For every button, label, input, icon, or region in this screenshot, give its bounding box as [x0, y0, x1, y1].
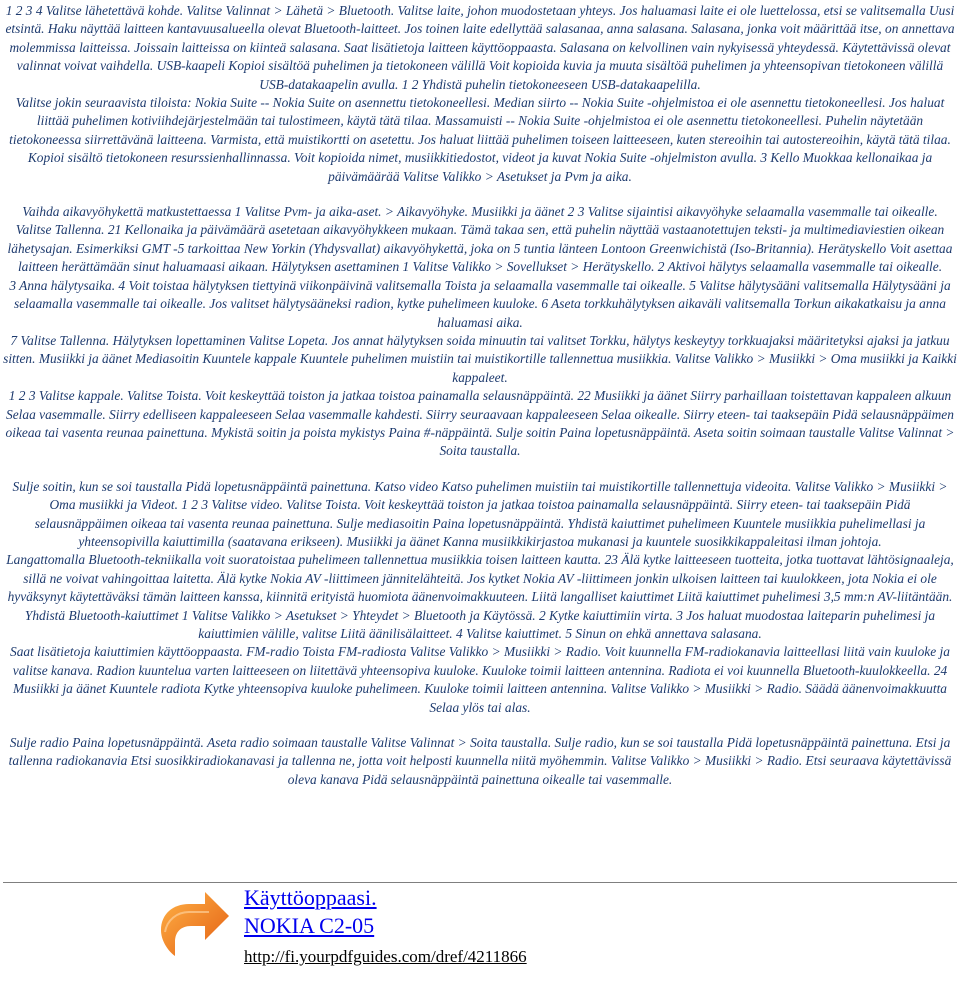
paragraph-timezone: Vaihda aikavyöhykettä matkustettaessa 1 Valitse Pvm- ja aika-aset. > Aikavyöhyke. Musiikki ja äänet 2 3 Valitse sijaintisi aikavyöhyke selaamalla vasemmalle tai oikealle. Valitse Tallenna. 21 Kellonaika ja päivämäärä asetetaan aikavyöhykkeen mukaan. Tämä takaa sen, että puhelin näyttää vastaanotettujen teksti- ja multimediaviestien oikean lähetysajan. Esimerkiksi GMT -5 tarkoittaa New Yorkin (Yhdysvallat) aikavyöhykettä, joka on 5 tuntia länteen Lontoon Greenwichistä (Iso-Britannia). Herätyskello Voit asettaa laitteen herättämään sinut haluamaasi aikaan. Hälytyksen asettaminen 1 Valitse Valikko > Sovellukset > Herätyskello. 2 Aktivoi hälytys selaamalla vasemmalle tai oikealle.: [7, 204, 953, 275]
arrow-logo-icon: [155, 884, 233, 962]
paragraph-video: Sulje soitin, kun se soi taustalla Pidä lopetusnäppäintä painettuna. Katso video Katso puhelimen muistiin tai muistikortille tallennettuja videoita. Valitse Valikko > Musiikki > Oma musiikki ja Videot. 1 2 3 Valitse video. Valitse Toista. Voit keskeyttää toiston ja jatkaa toistoa painamalla selausnäppäintä. Siirry eteen- tai taaksepäin Pidä selausnäppäimen oikeaa tai vasenta reunaa painettuna. Sulje mediasoitin Paina lopetusnäppäintä. Yhdistä kaiuttimet puhelimeen Kuuntele musiikkia puhelimellasi ja yhteensopivilla kaiuttimilla (saatavana erikseen). Musiikki ja äänet Kanna musiikkikirjastoa mukanasi ja kuuntele suosikkikappaleitasi ilman johtoja.: [12, 478, 948, 549]
paragraph-bluetooth-music: Langattomalla Bluetooth-tekniikalla voit suoratoistaa puhelimeen tallennettua musiikkia toisen laitteen kautta. 23 Älä kytke laitteeseen tuotteita, jotka tuottavat lähtösignaaleja, sillä ne voivat vahingoittaa laitetta. Älä kytke Nokia AV -liittimeen jännitelähteitä. Jos kytket Nokia AV -liittimeen jonkin ulkoisen laitteen tai kuulokkeen, jota Nokia ei ole hyväksynyt käytettäväksi tämän laitteen kanssa, kiinnitä erityistä huomiota äänenvoimakkuuteen. Liitä langalliset kaiuttimet Liitä kaiuttimet puhelimesi 3,5 mm:n AV-liitäntään.: [6, 552, 954, 605]
paragraph-play-song: 1 2 3 Valitse kappale. Valitse Toista. Voit keskeyttää toiston ja jatkaa toistoa painamalla selausnäppäintä. 22 Musiikki ja äänet Siirry parhaillaan toistettavan kappaleen alkuun Selaa vasemmalle. Siirry edelliseen kappaleeseen Selaa vasemmalle kahdesti. Siirry seuraavaan kappaleeseen Selaa oikealle. Siirry eteen- tai taaksepäin Pidä selausnäppäimen oikeaa tai vasenta reunaa painettuna. Mykistä soitin ja poista mykistys Paina #-näppäintä. Sulje soitin Paina lopetusnäppäintä. Aseta soitin soimaan taustalle Valitse Valinnat > Soita taustalla.: [5, 388, 955, 459]
paragraph-usb-modes: Valitse jokin seuraavista tiloista: Nokia Suite -- Nokia Suite on asennettu tietokoneellesi. Median siirto -- Nokia Suite -ohjelmistoa ei ole asennettu tietokoneellesi. Jos haluat liittää puhelimen kotiviihdejärjestelmään tai tulostimeen, käytä tätä tilaa. Massamuisti -- Nokia Suite -ohjelmistoa ei ole asennettu tietokoneellesi. Puhelin näytetään tietokoneessa siirrettävänä laitteena. Varmista, että muistikortti on asetettu. Jos haluat liittää puhelimen toiseen laitteeseen, kuten stereoihin tai autostereoihin, käytä tätä tilaa. Kopioi sisältö tietokoneen resurssienhallinnassa. Voit kopioida nimet, musiikkitiedostot, videot ja kuvat Nokia Suite -ohjelmiston avulla. 3 Kello Muokkaa kellonaikaa ja päivämäärää Valitse Valikko > Asetukset ja Pvm ja aika.: [9, 95, 951, 184]
source-url-link[interactable]: http://fi.yourpdfguides.com/dref/4211866: [244, 947, 527, 966]
paragraph-bluetooth-speakers: Yhdistä Bluetooth-kaiuttimet 1 Valitse Valikko > Asetukset > Yhteydet > Bluetooth ja Käytössä. 2 Kytke kaiuttimiin virta. 3 Jos haluat muodostaa laiteparin puhelimesi ja kaiuttimien välille, valitse Liitä äänilisälaitteet. 4 Valitse kaiuttimet. 5 Sinun on ehkä annettava salasana.: [24, 607, 936, 641]
paragraph-fm-radio: Saat lisätietoja kaiuttimien käyttöoppaasta. FM-radio Toista FM-radiosta Valitse Valikko > Musiikki > Radio. Voit kuunnella FM-radiokanavia laitteellasi liitä vain kuuloke ja valitse kanava. Radion kuuntelua varten laitteeseen on liitettävä yhteensopiva kuuloke. Kuuloke toimii laitteen antennina. Radiota ei voi kuunnella Bluetooth-kuulokkeella. 24 Musiikki ja äänet Kuuntele radiota Kytke yhteensopiva kuuloke puhelimeen. Kuuloke toimii laitteen antennina. Valitse Valikko > Musiikki > Radio. Säädä äänenvoimakkuutta Selaa ylös tai alas.: [10, 644, 950, 715]
footer-links: [244, 884, 804, 968]
footer-divider: [3, 882, 957, 883]
paragraph-alarm-time: 3 Anna hälytysaika. 4 Voit toistaa hälytyksen tiettyinä viikonpäivinä valitsemalla Toista ja selaamalla vasemmalle tai oikealle. 5 Valitse hälytysääni valitsemalla Hälytysääni ja selaamalla vasemmalle tai oikealle. Jos valitset hälytysääneksi radion, kytke puhelimeen kuuloke. 6 Aseta torkkuhälytyksen aikaväli valitsemalla Torkun aikakatkaisu ja anna haluamasi aika.: [9, 277, 951, 330]
paragraph-gap: [3, 461, 957, 478]
paragraph-bluetooth-usb: 1 2 3 4 Valitse lähetettävä kohde. Valitse Valinnat > Lähetä > Bluetooth. Valitse laite, johon muodostetaan yhteys. Jos haluamasi laite ei ole luettelossa, etsi se valitsemalla Uusi etsintä. Haku näyttää laitteen kantavuusalueella olevat Bluetooth-laitteet. Jos toinen laite edellyttää salasanaa, anna salasana. Salasana, jonka voit määrittää itse, on annettava molemmissa laitteissa. Joissain laitteissa on kiinteä salasana. Saat lisätietoja laitteen käyttöoppaasta. Salasana on kelvollinen vain nykyisessä yhteydessä. Käytettävissä olevat valinnat voivat vaihdella. USB-kaapeli Kopioi sisältöä puhelimen ja tietokoneen välillä Voit kopioida kuvia ja muuta sisältöä puhelimen ja yhteensopivan tietokoneen välillä USB-datakaapelin avulla. 1 2 Yhdistä puhelin tietokoneeseen USB-datakaapelilla.: [5, 3, 955, 92]
paragraph-gap: [3, 717, 957, 734]
document-body: [3, 2, 957, 789]
paragraph-alarm-stop: 7 Valitse Tallenna. Hälytyksen lopettaminen Valitse Lopeta. Jos annat hälytyksen soida minuutin tai valitset Torkku, hälytys keskeytyy torkkuajaksi määritetyksi ajaksi ja jatkuu sitten. Musiikki ja äänet Mediasoitin Kuuntele kappale Kuuntele puhelimen muistiin tai muistikortille tallennettua musiikkia. Valitse Valikko > Musiikki > Oma musiikki ja Kaikki kappaleet.: [3, 332, 957, 385]
manual-link[interactable]: Käyttöoppaasi.: [244, 885, 377, 910]
model-link[interactable]: NOKIA C2-05: [244, 913, 375, 938]
paragraph-gap: [3, 186, 957, 203]
paragraph-radio-close: Sulje radio Paina lopetusnäppäintä. Aseta radio soimaan taustalle Valitse Valinnat > Soita taustalla. Sulje radio, kun se soi taustalla Pidä lopetusnäppäintä painettuna. Etsi ja tallenna radiokanavia Etsi suosikkiradiokanavasi ja tallenna ne, jotta voit helposti kuunnella niitä myöhemmin. Valitse Valikko > Musiikki > Radio. Etsi seuraava käytettävissä oleva kanava Pidä selausnäppäintä painettuna oikealle tai vasemmalle.: [8, 735, 952, 787]
